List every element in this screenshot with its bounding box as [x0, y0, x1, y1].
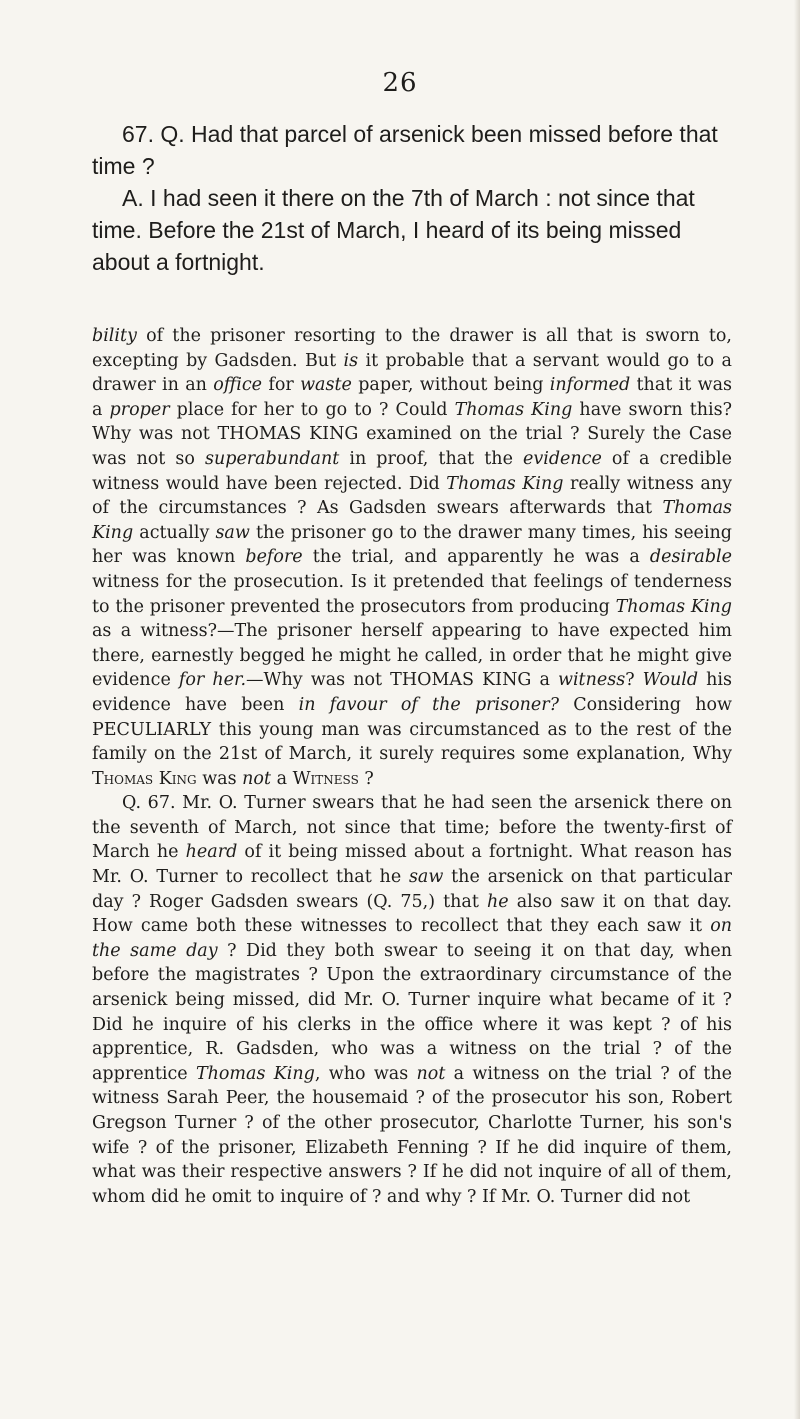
- p1-segment: bility: [92, 326, 137, 346]
- question: [92, 118, 732, 182]
- p2-segment: also saw it on that day. How came both these witnesses to recollect that they each saw it: [92, 891, 732, 937]
- p1-segment: actually: [133, 522, 216, 543]
- question-label: Q.: [160, 121, 185, 147]
- p1-segment: of the prisoner resorting to the drawer is all that is sworn to, excepting by Gadsden. But: [92, 326, 732, 371]
- p1-segment: in favour of the prisoner?: [298, 694, 560, 715]
- p1-segment: office: [213, 375, 262, 396]
- p1-segment: for: [262, 375, 301, 396]
- p1-segment: saw: [215, 522, 250, 543]
- p1-segment: informed: [549, 375, 631, 396]
- p1-segment: is: [343, 350, 359, 371]
- p1-segment: before: [245, 547, 303, 568]
- p1-segment: have sworn this? Why was not THOMAS KING examined on the trial ? Surely the Case was not so: [92, 399, 732, 469]
- p1-segment: Would: [642, 670, 699, 691]
- p1-segment: evidence: [523, 448, 602, 469]
- p1-segment: superabundant: [204, 448, 340, 469]
- p1-segment: it probable that a servant would go to a drawer in an: [92, 350, 732, 396]
- p1-segment: for her.: [178, 670, 247, 691]
- p2-segment: of it being missed about a fortnight. What reason has Mr. O. Turner to recollect that he: [92, 842, 733, 888]
- p1-segment: really witness any of the circumstances ? As Gadsden swears afterwards that: [92, 473, 732, 519]
- p2-segment: ? Did they both swear to seeing it on that day, when before the magistrates ? Upon the extraordinary circumstance of the arsenick being missed, did Mr. O. Turner inquire what became of it ? Did he inquire of his clerks in the office where it was kept ? of his apprentice, R. Gadsden, who was a witness on the trial ? of the apprentice: [92, 940, 732, 1084]
- p1-segment: Thomas King: [454, 399, 573, 420]
- p1-segment: of a credible witness would have been rejected. Did: [92, 448, 732, 494]
- p1-segment: his evidence have been: [92, 670, 733, 715]
- p1-segment: Considering how PECULIARLY this young man was circumstanced as to the rest of the family on the 21st of March, it surely requires some explanation, Why: [92, 694, 732, 765]
- p1-segment: Thomas King: [92, 768, 197, 789]
- p1-segment: that it was a: [92, 375, 732, 420]
- answer: [92, 182, 732, 278]
- p2-segment: not: [416, 1063, 446, 1084]
- p2-segment: , who was: [314, 1063, 417, 1084]
- question-text: Had that parcel of arsenick been missed before that time ?: [92, 121, 718, 179]
- p2-segment: saw: [408, 867, 444, 888]
- p1-segment: desirable: [649, 547, 732, 568]
- p1-segment: witness for the prosecution. Is it pretended that feelings of tenderness to the prisoner prevented the prosecutors from producing: [92, 571, 732, 617]
- p1-segment: as a witness?—The prisoner herself appearing to have expected him there, earnestly begged he might he called, in order that he might give evidence: [92, 621, 732, 691]
- p2-segment: on the same day: [92, 916, 732, 961]
- p1-segment: —Why was not THOMAS KING a: [246, 670, 558, 691]
- commentary-paragraph-1: [92, 324, 732, 791]
- p1-segment: paper, without being: [351, 375, 550, 396]
- p1-segment: ?: [625, 670, 643, 691]
- p1-segment: the trial, and apparently he was a: [302, 547, 650, 568]
- p2-segment: heard: [185, 842, 238, 863]
- page-edge-shadow: [794, 0, 800, 1419]
- question-answer-block: [92, 118, 732, 278]
- p2-segment: Thomas King: [195, 1063, 315, 1084]
- p1-segment: in proof, that the: [339, 448, 524, 469]
- page-number: 26: [382, 68, 418, 98]
- answer-text: I had seen it there on the 7th of March : not since that time. Before the 21st of March, I heard of its being missed about a fortnight.: [92, 185, 695, 275]
- commentary-paragraph-2: [92, 791, 732, 1209]
- p1-segment: not: [242, 768, 271, 789]
- p1-segment: the prisoner go to the drawer many times, his seeing her was known: [92, 522, 732, 568]
- p2-segment: a witness on the trial ? of the witness Sarah Peer, the housemaid ? of the prosecutor his son, Robert Gregson Turner ? of the other prosecutor, Charlotte Turner, his son's wife ? of the prisoner, Elizabeth Fenning ? If he did inquire of them, what was their respective answers ? If he did not inquire of all of them, whom did he omit to inquire of ? and why ? If Mr. O. Turner did not: [92, 1063, 732, 1207]
- p1-segment: a: [271, 768, 293, 789]
- p1-segment: proper: [109, 399, 170, 420]
- p1-segment: place for her to go to ? Could: [169, 399, 455, 420]
- p1-segment: was: [196, 768, 243, 789]
- p1-segment: ?: [358, 768, 374, 789]
- answer-label: A.: [122, 185, 144, 211]
- p2-segment: the arsenick on that particular day ? Roger Gadsden swears (Q. 75,) that: [92, 867, 732, 912]
- p2-segment: he: [486, 891, 509, 912]
- question-number: 67.: [122, 121, 154, 147]
- p1-segment: Thomas King: [92, 498, 732, 543]
- p1-segment: Witness: [292, 768, 359, 789]
- p2-segment: Q. 67. Mr. O. Turner swears that he had seen the arsenick there on the seventh of March, not since that time; before the twenty-first of March he: [92, 793, 732, 863]
- p1-segment: waste: [300, 375, 352, 396]
- p1-segment: witness: [557, 670, 626, 691]
- commentary-body: [92, 324, 732, 1209]
- p1-segment: Thomas King: [615, 596, 732, 617]
- p1-segment: Thomas King: [446, 473, 564, 494]
